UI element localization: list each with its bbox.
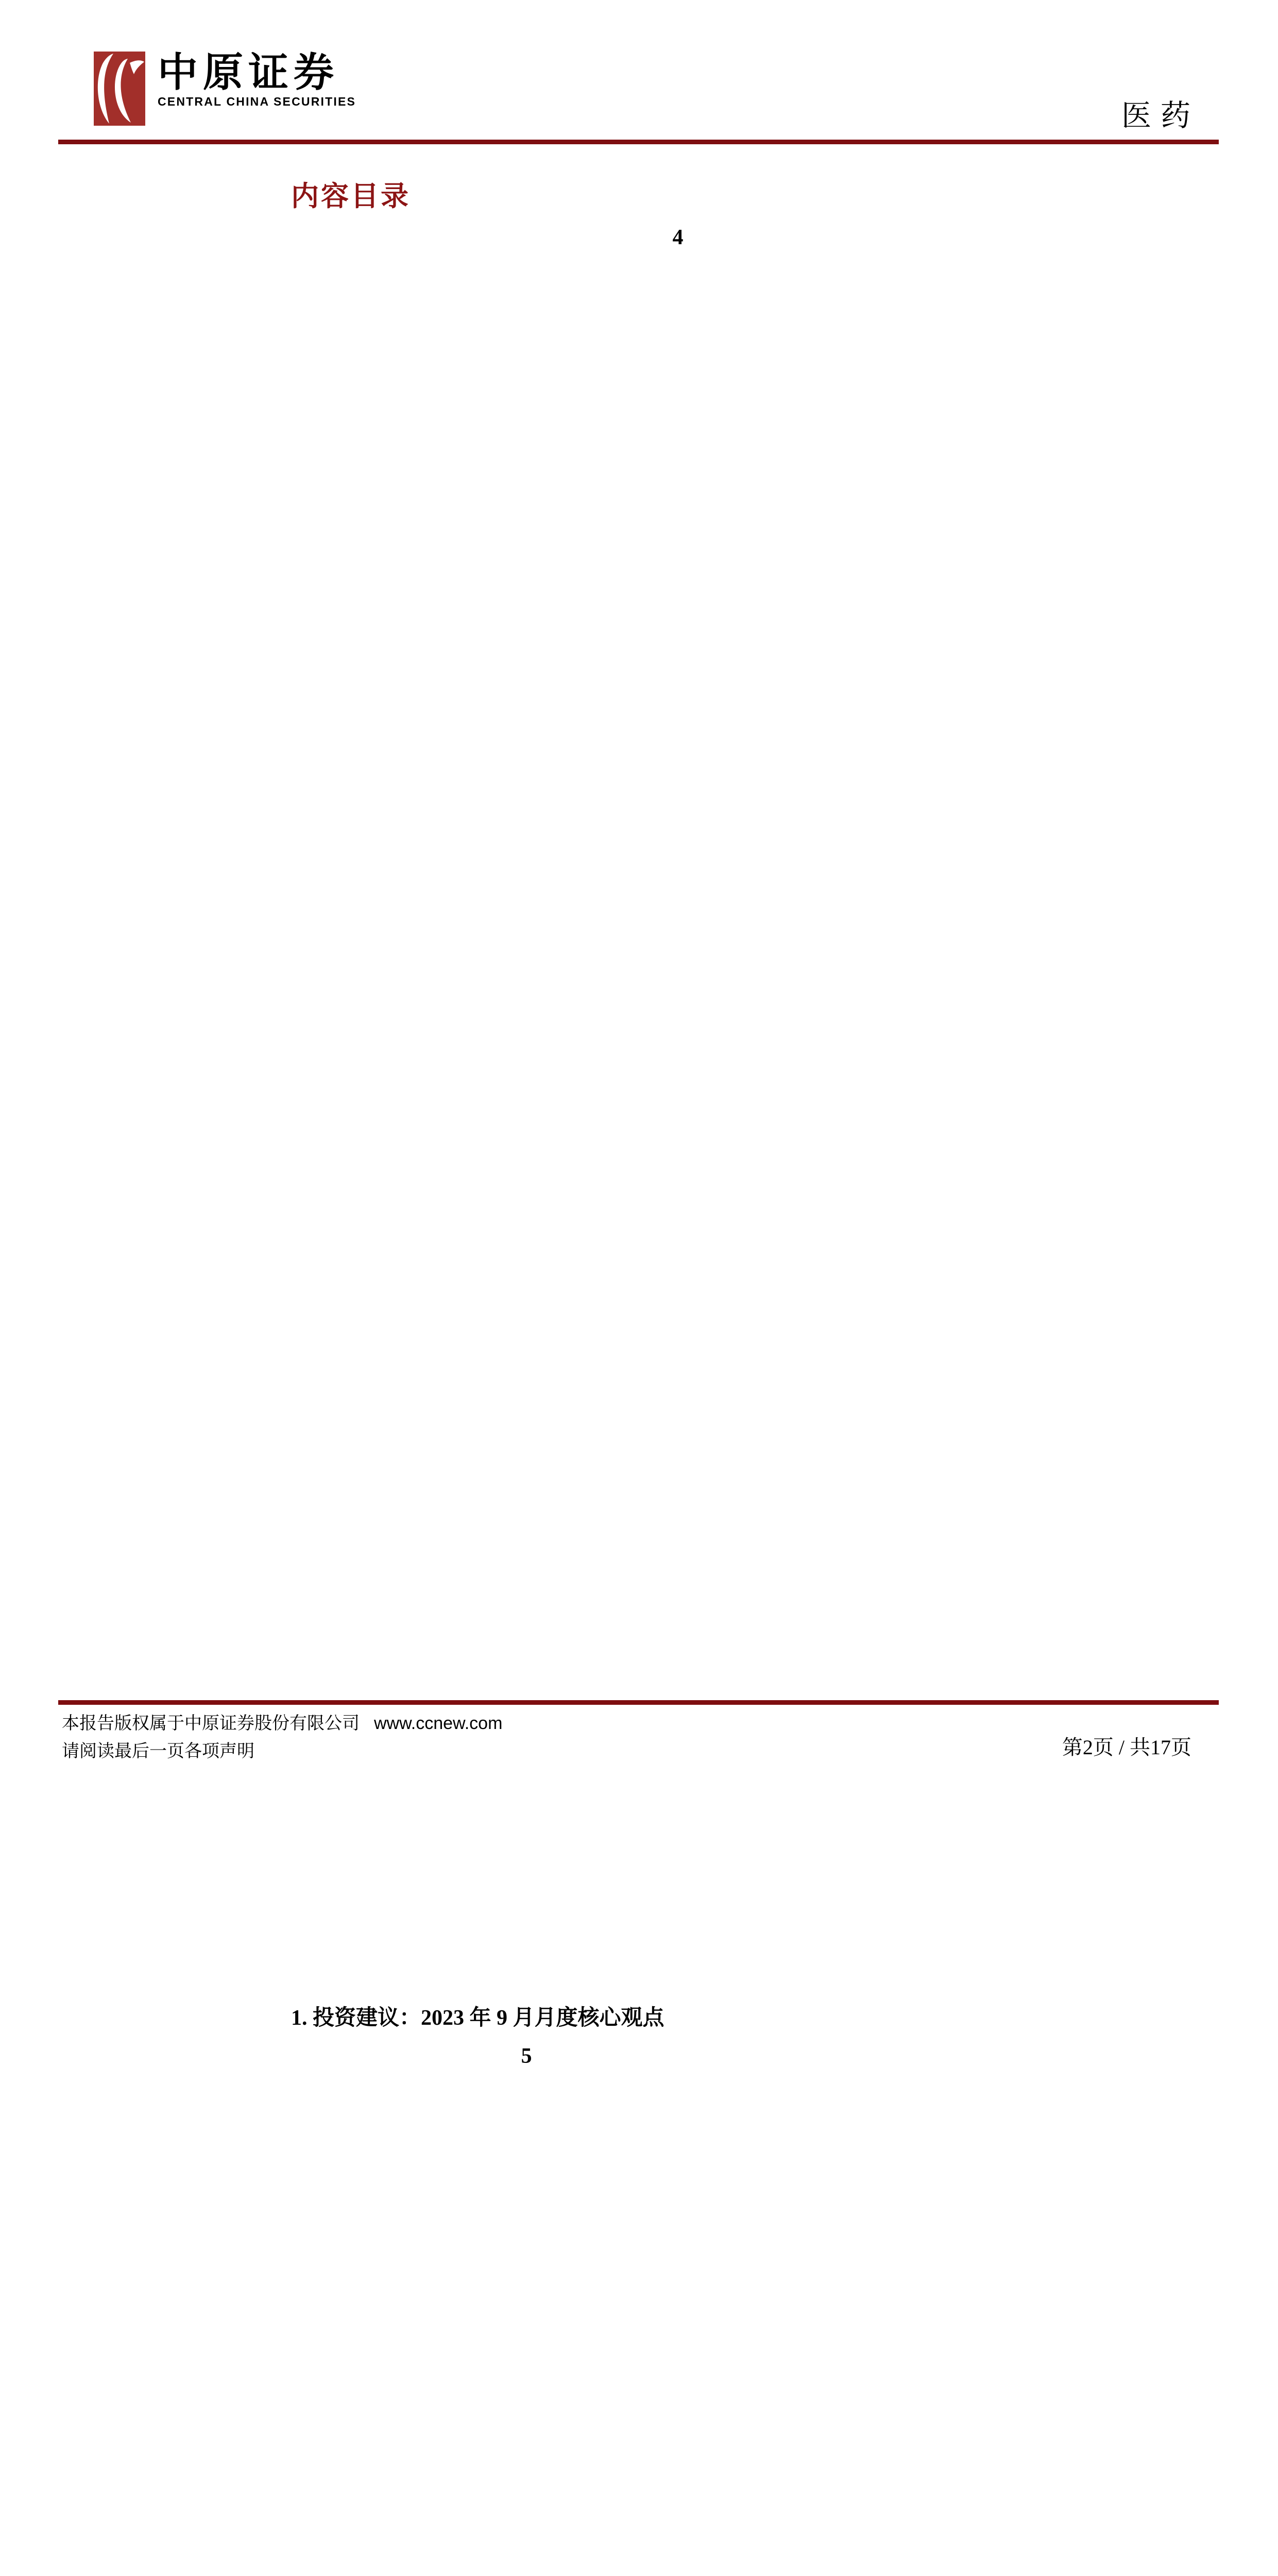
report-header [0, 0, 1278, 140]
brand-logo-icon [94, 52, 145, 126]
contents-title: 内容目录 [291, 181, 411, 212]
entry-page-number: 5 [521, 2043, 1200, 2576]
footer-divider [58, 1700, 1219, 1705]
entry-page-number: 4 [673, 224, 1200, 2031]
entry-label: 1. 投资建议：2023 年 9 月月度核心观点 [291, 2006, 664, 2030]
copyright-text: 本报告版权属于中原证券股份有限公司 [62, 1714, 360, 1733]
copyright-line [62, 1709, 502, 1738]
content-toc-entry[interactable] [291, 2043, 1200, 2576]
header-divider [58, 140, 1219, 144]
brand-logo [94, 52, 356, 126]
contents-list [291, 224, 1200, 2576]
footer-text [62, 1709, 502, 1766]
disclaimer-line: 请阅读最后一页各项声明 [62, 1742, 254, 1761]
toc-container [291, 181, 1200, 2576]
website-link[interactable]: www.ccnew.com [374, 1714, 503, 1733]
page-indicator: 第2页 / 共17页 [1062, 1736, 1191, 1759]
brand-name-en: CENTRAL CHINA SECURITIES [158, 94, 356, 108]
sector-label: 医药 [1121, 99, 1200, 132]
brand-text [158, 52, 356, 109]
brand-name-cn: 中原证券 [158, 50, 339, 95]
